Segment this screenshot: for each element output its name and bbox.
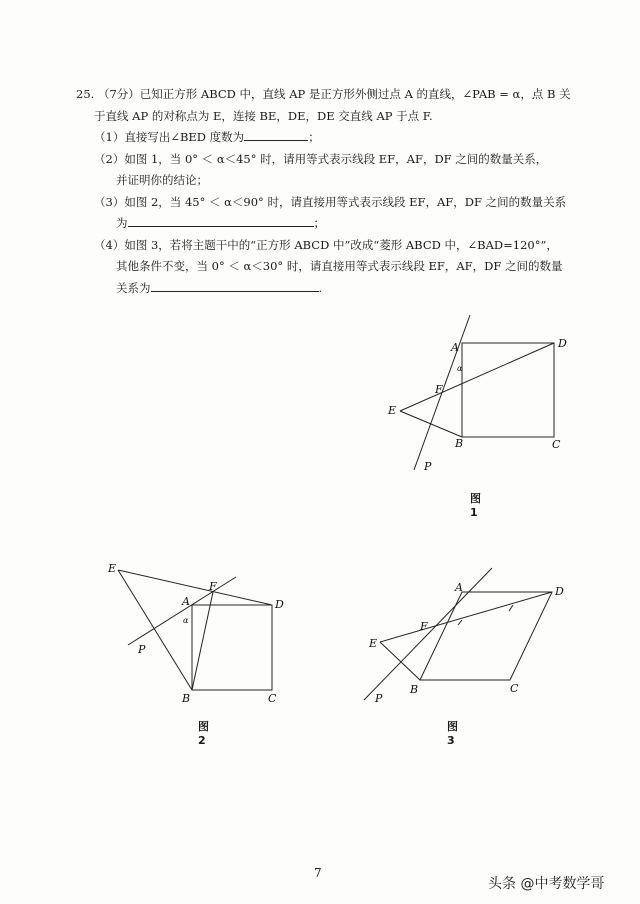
question-stem-line1: 25. （7分）已知正方形 ABCD 中，直线 AP 是正方形外侧过点 A 的直线，∠PAB = α，点 B 关 [76, 87, 571, 101]
label-a: A [455, 581, 463, 594]
page-number: 7 [314, 866, 322, 880]
label-b: B [182, 692, 191, 705]
label-d: D [275, 598, 284, 611]
label-b: B [410, 683, 419, 696]
segment-eb [380, 642, 420, 680]
part-1-end: ； [308, 130, 320, 144]
part-4-line1: （4）如图 3，若将主题干中的“正方形 ABCD 中”改成“菱形 ABCD 中，∠BAD=120°”， [94, 237, 558, 252]
figure-3-caption: 图 3 [447, 720, 458, 747]
tick-mark-2 [509, 605, 513, 611]
label-c: C [510, 682, 519, 695]
label-c: C [552, 438, 561, 451]
label-d: D [555, 585, 564, 598]
part-4-text: 关系为 [116, 280, 151, 295]
label-c: C [268, 692, 277, 705]
part-2-line2: 并证明你的结论； [116, 173, 208, 187]
rhombus-abcd [420, 592, 552, 680]
label-e: E [388, 404, 397, 417]
label-p: P [375, 692, 383, 705]
question-stem-line2: 于直线 AP 的对称点为 E，连接 BE，DE，DE 交直线 AP 于点 F. [94, 108, 433, 123]
part-4-end: . [318, 280, 323, 295]
part-3-line1: （3）如图 2，当 45° ＜ α＜90° 时，请直接用等式表示线段 EF，AF，DF 之间的数量关系 [94, 194, 567, 209]
figure-1-caption: 图 1 [470, 492, 481, 519]
part-2-line1: （2）如图 1，当 0° ＜ α＜45° 时，请用等式表示线段 EF，AF，DF 之间的数量关系， [94, 151, 548, 166]
segment-ed [380, 592, 552, 642]
label-a: A [451, 341, 459, 354]
label-f: F [209, 580, 217, 593]
watermark: 头条 @中考数学哥 [488, 876, 605, 892]
label-a: A [182, 595, 190, 608]
part-3-text: 为 [116, 216, 128, 230]
label-b: B [455, 437, 464, 450]
label-p: P [424, 460, 432, 473]
label-e: E [108, 562, 117, 575]
label-alpha: α [457, 364, 463, 373]
part-1-text: （1）直接写出∠BED 度数为 [94, 130, 245, 144]
label-f: F [420, 620, 428, 633]
part-4-line2: 其他条件不变，当 0° ＜ α＜30° 时，请直接用等式表示线段 EF，AF，DF 之间的数量 [116, 259, 563, 273]
label-f: F [435, 383, 443, 396]
label-p: P [138, 643, 146, 656]
tick-mark-1 [458, 620, 462, 625]
figure-2-caption: 图 2 [198, 720, 209, 747]
label-alpha: α [183, 616, 189, 625]
label-d: D [558, 337, 567, 350]
label-e: E [369, 637, 378, 650]
part-3-end: ； [313, 216, 325, 230]
